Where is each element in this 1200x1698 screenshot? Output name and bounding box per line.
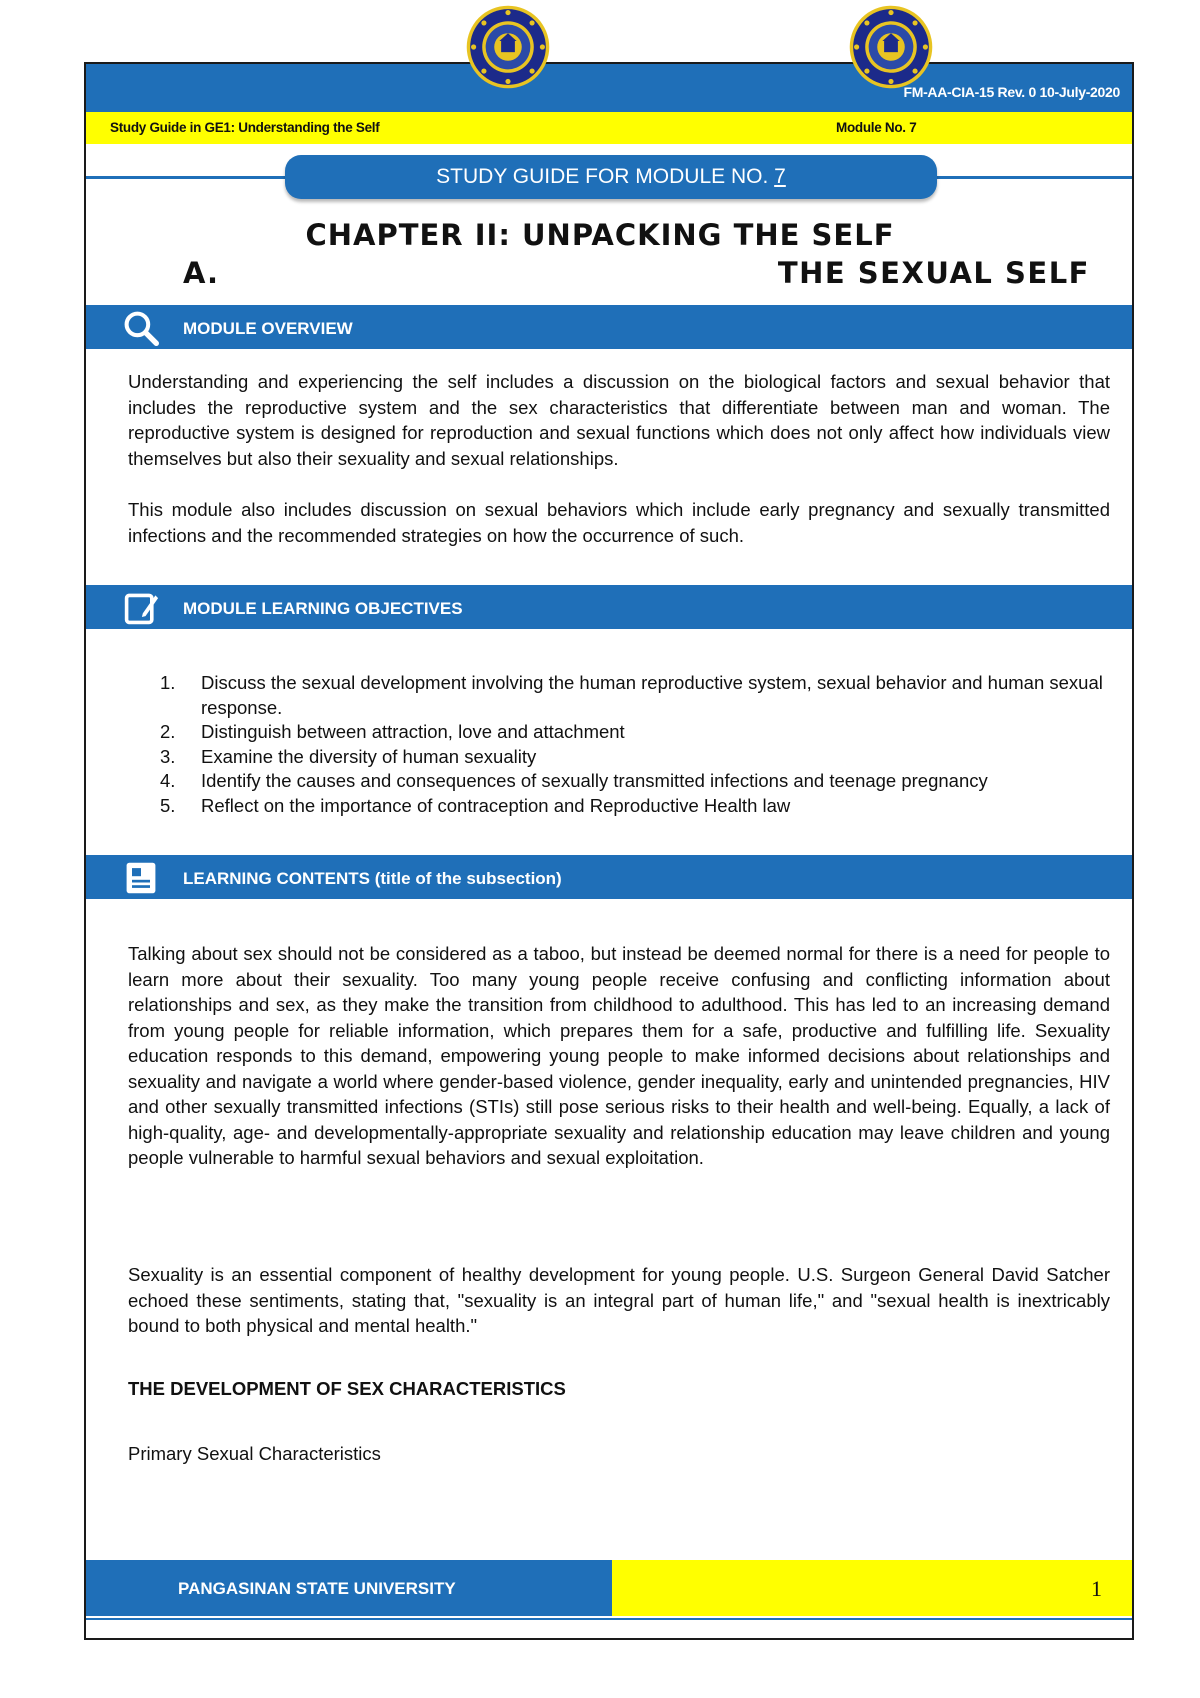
overview-paragraph: This module also includes discussion on sexual behaviors which include early pregnancy and sexually transmitted infections and the recommended strategies on how the occurrence of such. [128, 499, 1110, 546]
list-item [160, 720, 1120, 745]
list-item [160, 745, 1120, 770]
list-number: 2. [160, 721, 176, 742]
list-text: Identify the causes and consequences of sexually transmitted infections and teenage pregnancy [201, 770, 988, 791]
banner-module-number: 7 [774, 165, 786, 188]
module-overview-label: MODULE OVERVIEW [183, 319, 353, 338]
section-letter: A. [183, 256, 219, 290]
contents-paragraph: Sexuality is an essential component of healthy development for young people. U.S. Surgeon General David Satcher echoed these sentiments, stating that, "sexuality is an integral part of human life," and "sexual health is inextricably bound to both physical and mental health." [128, 1264, 1110, 1336]
list-text: Examine the diversity of human sexuality [201, 745, 537, 767]
magnifier-icon [122, 310, 160, 346]
contents-paragraph: Talking about sex should not be considered as a taboo, but instead be deemed normal for there is a need for people to learn more about their sexuality. Too many young people receive confusing and conflicting information about relationships and sex, as they make the transition from childhood to adulthood. This has led to an increasing demand from young people for reliable information, which prepares them for a safe, productive and fulfilling life. Sexuality education responds to this demand, empowering young people to make informed decisions about relationships and sexuality and navigate a world where gender-based violence, gender inequality, early and unintended pregnancies, HIV and other sexually transmitted infections (STIs) still pose serious risks to their health and well-being. Equally, a lack of high-quality, age- and developmentally-appropriate sexuality and relationship education may leave children and young people vulnerable to harmful sexual behaviors and sexual exploitation. [128, 943, 1110, 1168]
footer-line [86, 1618, 1132, 1620]
study-guide-banner [285, 155, 937, 199]
subsection-heading: THE DEVELOPMENT OF SEX CHARACTERISTICS [128, 1378, 566, 1399]
learning-objectives-header [86, 585, 1132, 629]
module-number: Module No. 7 [836, 120, 917, 135]
banner-prefix: STUDY GUIDE FOR MODULE NO. [436, 165, 775, 188]
list-item [160, 671, 1120, 720]
module-overview-header [86, 305, 1132, 349]
subsection-subheading: Primary Sexual Characteristics [128, 1443, 381, 1464]
divider-line [86, 176, 286, 179]
page-number: 1 [1091, 1576, 1102, 1601]
page-border [84, 62, 1134, 1640]
objectives-list [160, 671, 1120, 818]
header-bar [86, 64, 1132, 112]
divider-line [935, 176, 1132, 179]
chapter-title: CHAPTER II: UNPACKING THE SELF [305, 218, 895, 252]
section-title: THE SEXUAL SELF [777, 256, 1090, 290]
list-text: Reflect on the importance of contraception and Reproductive Health law [201, 794, 791, 816]
course-title: Study Guide in GE1: Understanding the Self [110, 120, 380, 135]
pencil-note-icon [122, 590, 160, 626]
learning-objectives-label: MODULE LEARNING OBJECTIVES [183, 599, 463, 618]
university-seal-icon [848, 4, 934, 90]
list-number: 1. [160, 672, 176, 693]
document-icon [122, 860, 160, 896]
list-item [160, 769, 1120, 794]
list-text: Distinguish between attraction, love and attachment [201, 721, 625, 742]
list-number: 4. [160, 770, 176, 791]
university-name: PANGASINAN STATE UNIVERSITY [178, 1579, 456, 1598]
course-bar [86, 112, 1132, 144]
footer-page-bar [612, 1560, 1132, 1616]
overview-paragraph: Understanding and experiencing the self includes a discussion on the biological factors and sexual behavior that includes the reproductive system and the sex characteristics that differentiate between man and woman. The reproductive system is designed for reproduction and sexual functions which does not only affect how individuals view themselves but also their sexuality and sexual relationships. [128, 371, 1110, 469]
list-text: Discuss the sexual development involving the human reproductive system, sexual behavior and human sexual response. [201, 672, 1103, 718]
list-item [160, 794, 1120, 819]
learning-contents-header [86, 855, 1132, 899]
university-seal-icon [465, 4, 551, 90]
footer-university-bar [86, 1560, 612, 1616]
list-number: 5. [160, 794, 176, 816]
list-number: 3. [160, 745, 176, 767]
learning-contents-label: LEARNING CONTENTS (title of the subsection) [183, 869, 562, 888]
form-code: FM-AA-CIA-15 Rev. 0 10-July-2020 [903, 84, 1120, 100]
